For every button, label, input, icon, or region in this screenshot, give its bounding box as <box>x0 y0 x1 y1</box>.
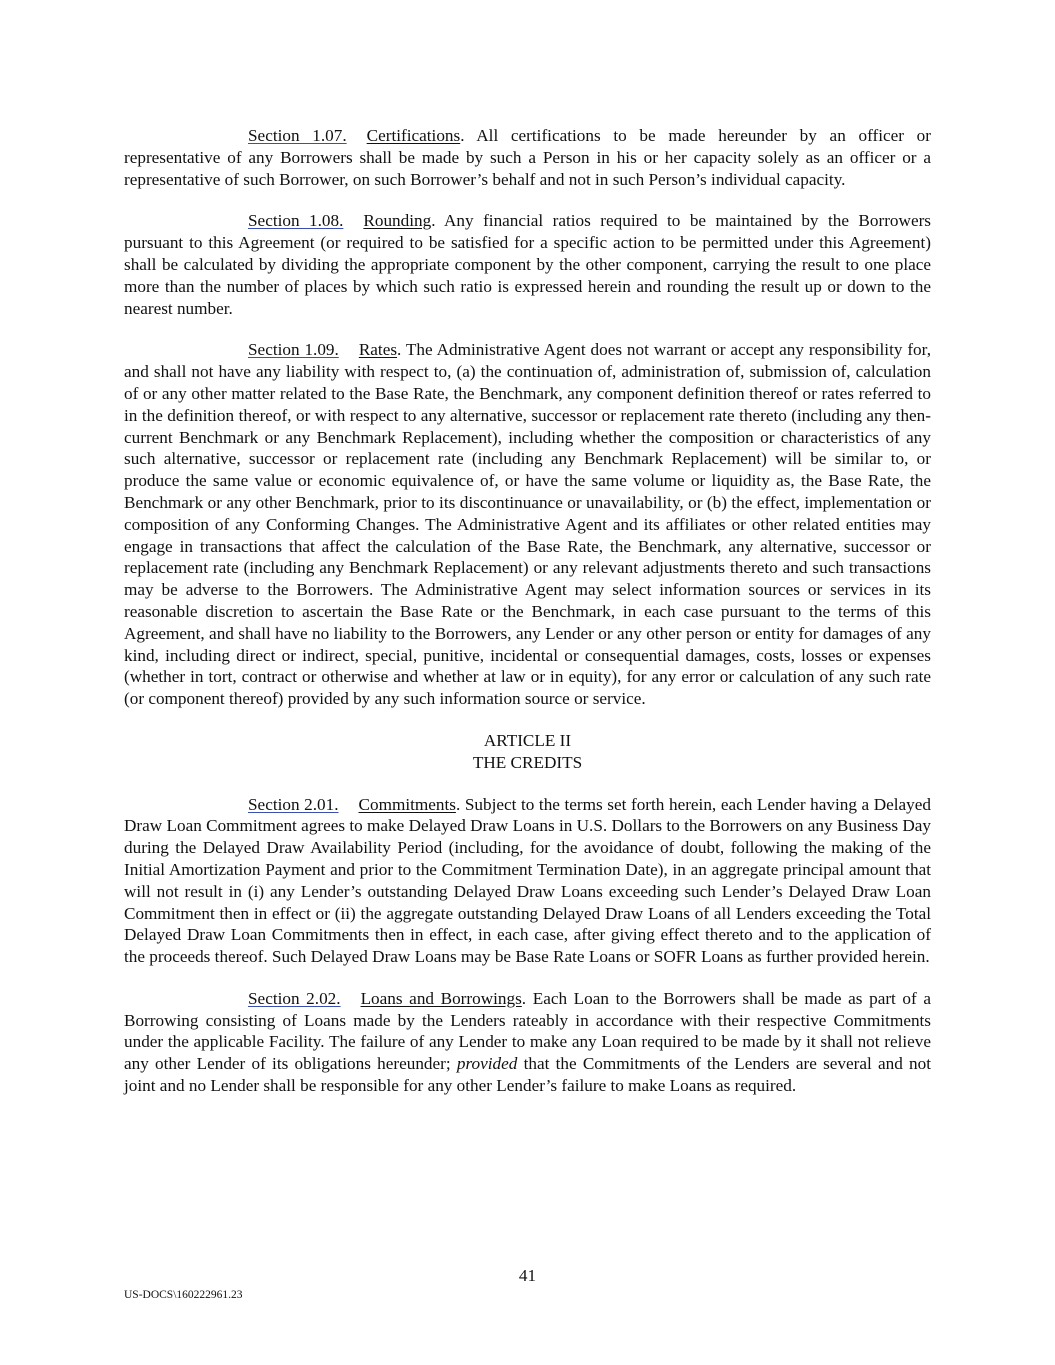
section-title: Loans and Borrowings <box>360 988 522 1008</box>
section-number: Section 1.07. <box>248 126 347 145</box>
section-body: Each Loan to the Borrowers shall be made as part of a Borrowing consisting of Loans made by the Lenders rateably in accordance with their respective Commitments under the applicable Facility. The failure of any Lender to make any Loan required to be made by it shall not relieve any other Lender of its obligations hereunder; <box>124 988 932 1074</box>
section-1-08: Section 1.08. Rounding. Any financial ratios required to be maintained by the Borrowers pursuant to this Agreement (or required to be satisfied for a specific action to be permitted under this Agreement) shall be calculated by dividing the appropriate component by the other component, carrying the result to one place more than the number of places by which such ratio is expressed herein and rounding the result up or down to the nearest number. <box>124 211 931 318</box>
section-number: Section 2.01. <box>248 794 339 814</box>
document-page <box>124 125 931 1117</box>
section-title: Commitments <box>358 794 456 814</box>
section-body: Subject to the terms set forth herein, each Lender having a Delayed Draw Loan Commitment agrees to make Delayed Draw Loans in U.S. Dollars to the Borrowers on any Business Day during the Delayed Draw Availability Period (including, for the avoidance of doubt, following the making of the Initial Amortization Payment and prior to the Commitment Termination Date), in an aggregate principal amount that will not result in (i) any Lender’s outstanding Delayed Draw Loans exceeding such Lender’s Delayed Draw Loan Commitment then in effect or (ii) the aggregate outstanding Delayed Draw Loans of all Lenders exceeding the Total Delayed Draw Loan Commitments then in effect, in each case, after giving effect thereto and to the application of the proceeds thereof. Such Delayed Draw Loans may be Base Rate Loans or SOFR Loans as further provided herein. <box>124 794 931 967</box>
section-title: Certifications <box>366 126 461 145</box>
section-body: The Administrative Agent does not warrant or accept any responsibility for, and shall not have any liability with respect to, (a) the continuation of, administration of, submission of, calculation of or any other matter related to the Base Rate, the Benchmark, any component definition thereof or rates referred to in the definition thereof, or with respect to any alternative, successor or replacement rate thereto (including any then-current Benchmark or any Benchmark Replacement), including whether the composition or characteristics of any such alternative, successor or replacement rate (including any Benchmark Replacement) will be similar to, or produce the same value or economic equivalence of, or have the same volume or liquidity as, the Base Rate, the Benchmark or any other Benchmark, prior to its discontinuance or unavailability, or (b) the effect, implementation or composition of any Conforming Changes. The Administrative Agent and its affiliates or other related entities may engage in transactions that affect the calculation of the Base Rate, the Benchmark, any alternative, successor or replacement rate (including any Benchmark Replacement) or any relevant adjustments thereto and such transactions may be adverse to the Borrowers. The Administrative Agent may select information sources or services in its reasonable discretion to ascertain the Base Rate or the Benchmark, in each case pursuant to the terms of this Agreement, and shall have no liability to the Borrowers, any Lender or any other person or entity for damages of any kind, including direct or indirect, special, punitive, incidental or consequential damages, costs, losses or expenses (whether in tort, contract or otherwise and whether at law or in equity), for any error or calculation of any such rate (or component thereof) provided by any such information source or service. <box>124 340 931 709</box>
section-1-09: Section 1.09. Rates. The Administrative Agent does not warrant or accept any responsibility for, and shall not have any liability with respect to, (a) the continuation of, administration of, submission of, calculation of or any other matter related to the Base Rate, the Benchmark, any component definition thereof or rates referred to in the definition thereof, or with respect to any alternative, successor or replacement rate thereto (including any then-current Benchmark or any Benchmark Replacement), including whether the composition or characteristics of any such alternative, successor or replacement rate (including any Benchmark Replacement) will be similar to, or produce the same value or economic equivalence of, or have the same volume or liquidity as, the Base Rate, the Benchmark or any other Benchmark, prior to its discontinuance or unavailability, or (b) the effect, implementation or composition of any Conforming Changes. The Administrative Agent and its affiliates or other related entities may engage in transactions that affect the calculation of the Base Rate, the Benchmark, any alternative, successor or replacement rate (including any Benchmark Replacement) or any relevant adjustments thereto and such transactions may be adverse to the Borrowers. The Administrative Agent may select information sources or services in its reasonable discretion to ascertain the Base Rate or the Benchmark, in each case pursuant to the terms of this Agreement, and shall have no liability to the Borrowers, any Lender or any other person or entity for damages of any kind, including direct or indirect, special, punitive, incidental or consequential damages, costs, losses or expenses (whether in tort, contract or otherwise and whether at law or in equity), for any error or calculation of any such rate (or component thereof) provided by any such information source or service. <box>124 340 931 709</box>
section-body: All certifications to be made hereunder by an officer or representative of any Borrowers shall be made by such a Person in his or her capacity solely as an officer or a representative of such Borrower, on such Borrower’s behalf and not in such Person’s individual capacity. <box>124 126 931 189</box>
section-number: Section 2.02. <box>248 988 341 1008</box>
section-title: Rounding <box>363 211 432 231</box>
italic-term: provided <box>456 1054 518 1074</box>
article-title: THE CREDITS <box>472 752 583 772</box>
section-title: Rates <box>358 340 398 360</box>
document-id: US-DOCS\160222961.23 <box>124 1289 243 1301</box>
section-number: Section 1.08. <box>248 211 344 231</box>
section-body: Any financial ratios required to be maintained by the Borrowers pursuant to this Agreement (or required to be satisfied for a specific action to be permitted under this Agreement) shall be calculated by dividing the appropriate component by the other component, carrying the result to one place more than the number of places by which such ratio is expressed herein and rounding the result up or down to the nearest number. <box>124 211 931 318</box>
article-number: ARTICLE II <box>483 730 572 750</box>
section-1-07: Section 1.07. Certifications. All certifications to be made hereunder by an officer or representative of any Borrowers shall be made by such a Person in his or her capacity solely as an officer or a representative of such Borrower, on such Borrower’s behalf and not in such Person’s individual capacity. <box>124 126 931 189</box>
section-2-02: Section 2.02. Loans and Borrowings. Each Loan to the Borrowers shall be made as part of a Borrowing consisting of Loans made by the Lenders rateably in accordance with their respective Commitments under the applicable Facility. The failure of any Lender to make any Loan required to be made by it shall not relieve any other Lender of its obligations hereunder; provided that the Commitments of the Lenders are several and not joint and no Lender shall be responsible for any other Lender’s failure to make Loans as required. <box>124 988 932 1096</box>
page-number: 41 <box>518 1266 537 1285</box>
section-number: Section 1.09. <box>248 340 339 360</box>
article-heading <box>124 730 931 774</box>
section-2-01: Section 2.01. Commitments. Subject to the terms set forth herein, each Lender having a Delayed Draw Loan Commitment agrees to make Delayed Draw Loans in U.S. Dollars to the Borrowers on any Business Day during the Delayed Draw Availability Period (including, for the avoidance of doubt, following the making of the Initial Amortization Payment and prior to the Commitment Termination Date), in an aggregate principal amount that will not result in (i) any Lender’s outstanding Delayed Draw Loans exceeding such Lender’s Delayed Draw Loan Commitment then in effect or (ii) the aggregate outstanding Delayed Draw Loans of all Lenders exceeding the Total Delayed Draw Loan Commitments then in effect, in each case, after giving effect thereto and to the application of the proceeds thereof. Such Delayed Draw Loans may be Base Rate Loans or SOFR Loans as further provided herein. <box>124 794 931 967</box>
section-body-cont: that the Commitments of the Lenders are several and not joint and no Lender shall be responsible for any other Lender’s failure to make Loans as required. <box>124 1054 931 1096</box>
